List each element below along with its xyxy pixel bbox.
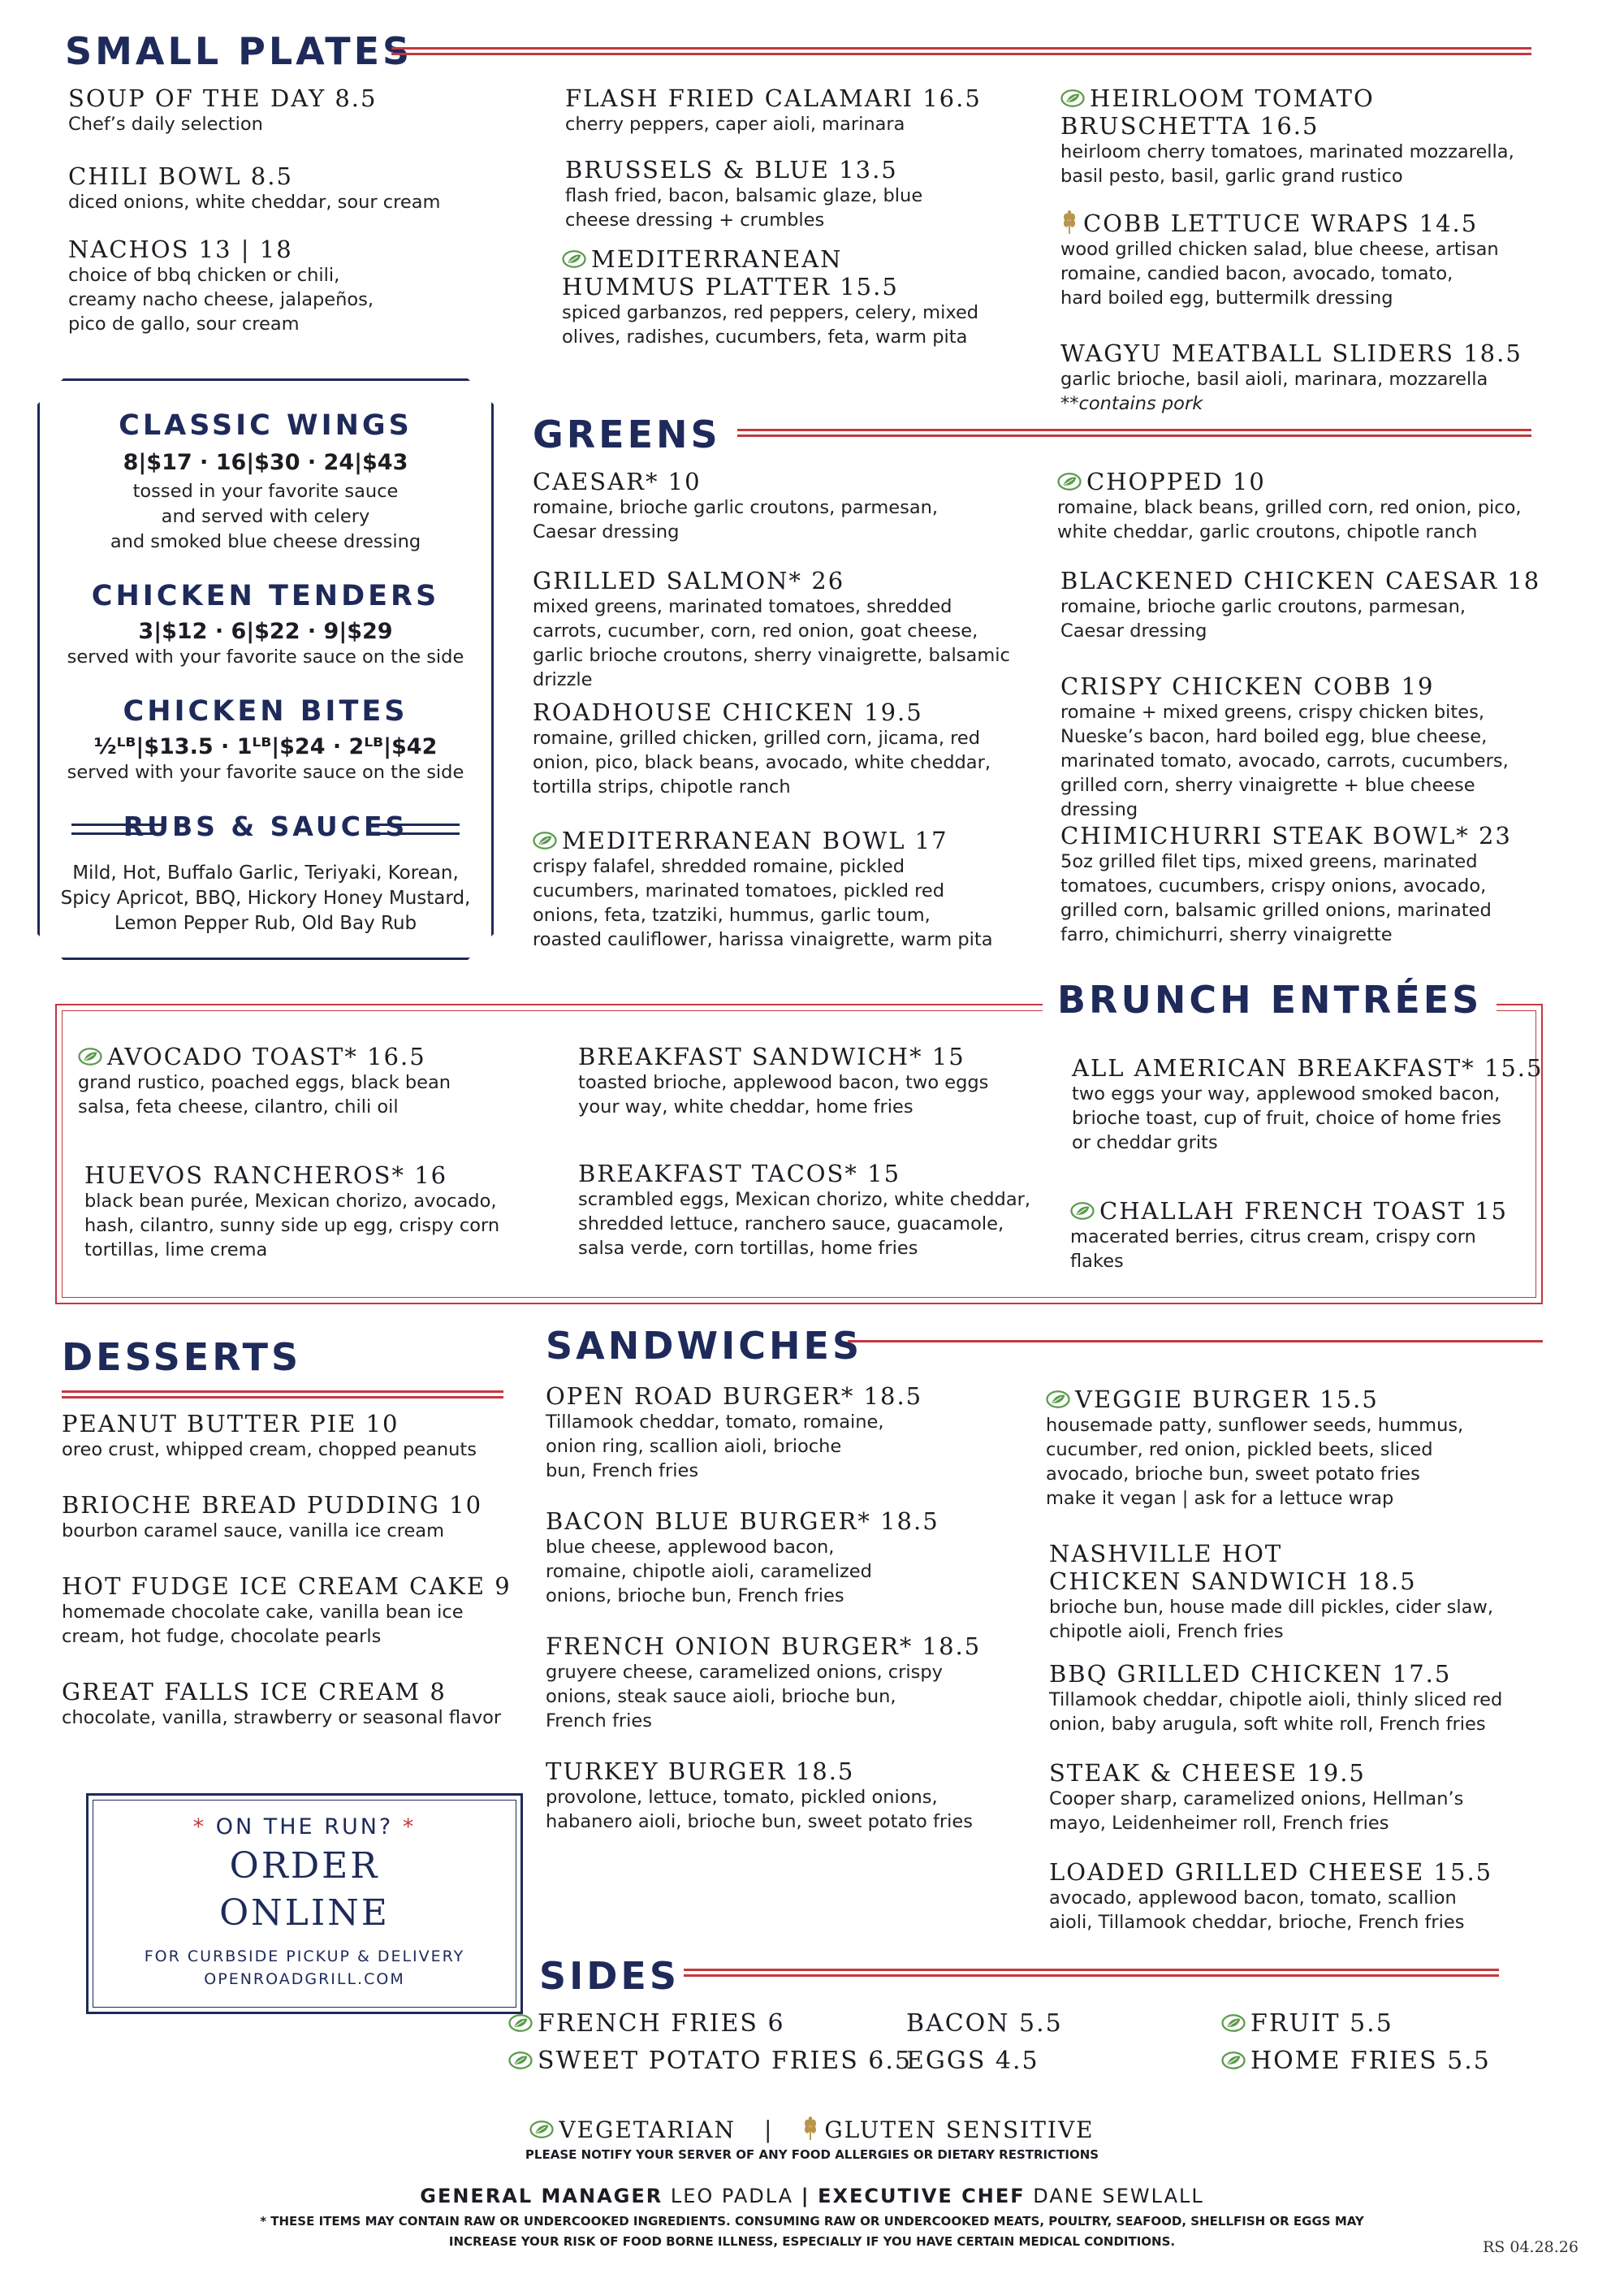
vegetarian-leaf-icon <box>533 831 557 850</box>
item-name: BLACKENED CHICKEN CAESAR 18 <box>1060 567 1541 594</box>
menu-item <box>1049 1540 1536 1644</box>
order-tagline: * ON THE RUN? * <box>192 1814 417 1840</box>
tenders-desc: served with your favorite sauce on the side <box>67 646 464 668</box>
legend-vegetarian: VEGETARIAN <box>559 2116 736 2143</box>
item-desc: gruyere cheese, caramelized onions, crispy onions, steak sauce aioli, brioche bun, French fries <box>546 1662 943 1731</box>
gluten-wheat-icon <box>801 2116 819 2141</box>
item-desc: spiced garbanzos, red peppers, celery, mixed olives, radishes, cucumbers, feta, warm pita <box>562 302 979 348</box>
item-desc: avocado, applewood bacon, tomato, scallion aioli, Tillamook cheddar, brioche, French fries <box>1049 1887 1465 1933</box>
menu-item <box>565 84 1020 136</box>
order-sub: FOR CURBSIDE PICKUP & DELIVERY <box>144 1948 465 1965</box>
section-divider <box>737 429 1531 437</box>
small-plates-title: SMALL PLATES <box>65 29 413 73</box>
item-desc: Tillamook cheddar, tomato, romaine, onion ring, scallion aioli, brioche bun, French fries <box>546 1412 884 1481</box>
sauces-desc-1: Mild, Hot, Buffalo Garlic, Teriyaki, Korean, <box>72 862 459 884</box>
item-name: GREAT FALLS ICE CREAM 8 <box>62 1678 447 1706</box>
menu-item <box>62 1491 516 1543</box>
menu-item <box>578 1160 1041 1260</box>
gm-name: LEO PADLA <box>670 2185 794 2207</box>
vegetarian-leaf-icon <box>1070 1201 1095 1221</box>
order-line-2: ONLINE <box>219 1892 390 1934</box>
item-name: CAESAR* 10 <box>533 468 702 495</box>
item-name: NACHOS 13 | 18 <box>68 236 293 263</box>
wings-title: CLASSIC WINGS <box>119 409 412 442</box>
menu-item <box>62 1678 516 1730</box>
item-name: BRIOCHE BREAD PUDDING 10 <box>62 1491 483 1519</box>
bites-price: ½ᴸᴮ|$13.5 · 1ᴸᴮ|$24 · 2ᴸᴮ|$42 <box>93 734 438 759</box>
item-name: HEIRLOOM TOMATO BRUSCHETTA 16.5 <box>1060 84 1375 140</box>
bites-desc: served with your favorite sauce on the side <box>67 762 464 783</box>
item-name: HUEVOS RANCHEROS* 16 <box>84 1161 448 1189</box>
allergy-notice: PLEASE NOTIFY YOUR SERVER OF ANY FOOD ALLERGIES OR DIETARY RESTRICTIONS <box>525 2147 1099 2162</box>
desserts-title: DESSERTS <box>62 1335 302 1379</box>
item-desc: crispy falafel, shredded romaine, pickled cucumbers, marinated tomatoes, pickled red onions, feta, tzatziki, hummus, garlic toum, roasted cauliflower, harissa vinaigrette, warm pita <box>533 856 993 950</box>
menu-item <box>578 1043 1033 1119</box>
menu-code: RS 04.28.26 <box>1483 2238 1579 2256</box>
menu-item <box>1060 822 1540 947</box>
greens-title: GREENS <box>533 413 721 456</box>
item-desc: diced onions, white cheddar, sour cream <box>68 192 441 213</box>
menu-item <box>1060 567 1540 643</box>
item-desc: black bean purée, Mexican chorizo, avocado, hash, cilantro, sunny side up egg, crispy corn tortillas, lime crema <box>84 1191 500 1260</box>
menu-item <box>562 245 1017 349</box>
menu-item <box>68 236 393 336</box>
item-desc: toasted brioche, applewood bacon, two eggs your way, white cheddar, home fries <box>578 1072 989 1118</box>
menu-item <box>1057 468 1536 544</box>
item-desc: romaine + mixed greens, crispy chicken bites, Nueske’s bacon, hard boiled egg, blue cheese, marinated tomato, avocado, carrots, cucumbers, grilled corn, sherry vinaigrette + blue cheese dressing <box>1060 702 1509 820</box>
item-name: MEDITERRANEAN HUMMUS PLATTER 15.5 <box>562 245 899 300</box>
menu-item <box>68 84 523 136</box>
item-desc: 5oz grilled filet tips, mixed greens, marinated tomatoes, cucumbers, crispy onions, avocado, grilled corn, balsamic grilled onions, marinated farro, chimichurri, sherry vinaigrette <box>1060 851 1492 945</box>
side-item: BACON 5.5 <box>906 2009 1063 2038</box>
item-name: CRISPY CHICKEN COBB 19 <box>1060 672 1435 700</box>
menu-item <box>1060 210 1523 310</box>
menu-item <box>565 156 939 232</box>
item-name: STEAK & CHEESE 19.5 <box>1049 1759 1366 1787</box>
item-desc: Cooper sharp, caramelized onions, Hellman’s mayo, Leidenheimer roll, French fries <box>1049 1788 1464 1834</box>
menu-item <box>533 567 1020 692</box>
item-name: HOT FUDGE ICE CREAM CAKE 9 <box>62 1572 512 1600</box>
menu-item <box>1060 672 1540 822</box>
item-name: BBQ GRILLED CHICKEN 17.5 <box>1049 1660 1452 1688</box>
sauces-divider-right <box>369 824 460 835</box>
wings-desc-1: tossed in your favorite sauce <box>132 481 399 502</box>
item-name: CHOPPED 10 <box>1057 468 1536 495</box>
item-desc: provolone, lettuce, tomato, pickled onions, habanero aioli, brioche bun, sweet potato fries <box>546 1787 973 1832</box>
side-item: FRUIT 5.5 <box>1221 2009 1393 2038</box>
menu-item <box>1060 84 1523 188</box>
item-desc: choice of bbq chicken or chili, creamy nacho cheese, jalapeños, pico de gallo, sour cream <box>68 265 374 335</box>
legend-gluten: GLUTEN SENSITIVE <box>824 2116 1095 2143</box>
section-divider <box>848 1340 1543 1345</box>
item-name: MEDITERRANEAN BOWL 17 <box>533 827 1020 854</box>
item-desc: romaine, brioche garlic croutons, parmesan, Caesar dressing <box>1060 596 1466 642</box>
item-name: TURKEY BURGER 18.5 <box>546 1757 855 1785</box>
vegetarian-leaf-icon <box>1221 2051 1246 2070</box>
item-name: CHILI BOWL 8.5 <box>68 162 293 190</box>
menu-item <box>1060 339 1531 416</box>
item-desc: chocolate, vanilla, strawberry or seasonal flavor <box>62 1707 502 1728</box>
item-name: ROADHOUSE CHICKEN 19.5 <box>533 698 923 726</box>
item-desc: romaine, brioche garlic croutons, parmesan, Caesar dressing <box>533 497 939 543</box>
tenders-price: 3|$12 · 6|$22 · 9|$29 <box>138 619 393 644</box>
item-name: GRILLED SALMON* 26 <box>533 567 845 594</box>
section-divider <box>684 1969 1499 1977</box>
item-desc: oreo crust, whipped cream, chopped peanuts <box>62 1439 477 1460</box>
item-desc: two eggs your way, applewood smoked bacon, brioche toast, cup of fruit, choice of home fries or cheddar grits <box>1072 1083 1501 1153</box>
chef-label: EXECUTIVE CHEF <box>818 2185 1026 2207</box>
menu-item <box>533 827 1020 952</box>
menu-item <box>1070 1197 1525 1273</box>
legend-separator: | <box>763 2116 774 2143</box>
menu-item <box>1049 1858 1536 1935</box>
sides-title: SIDES <box>539 1954 680 1998</box>
item-desc: brioche bun, house made dill pickles, cider slaw, chipotle aioli, French fries <box>1049 1597 1493 1642</box>
side-item: EGGS 4.5 <box>906 2047 1039 2075</box>
menu-item <box>533 468 1020 544</box>
wings-desc-3: and smoked blue cheese dressing <box>110 531 421 552</box>
item-note: **contains pork <box>1060 393 1203 414</box>
item-desc: flash fried, bacon, balsamic glaze, blue cheese dressing + crumbles <box>565 185 923 231</box>
menu-item <box>78 1043 533 1119</box>
disclaimer-line-1: * THESE ITEMS MAY CONTAIN RAW OR UNDERCOOKED INGREDIENTS. CONSUMING RAW OR UNDERCOOKED MEATS, POULTRY, SEAFOOD, SHELLFISH OR EGGS MAY <box>260 2214 1364 2229</box>
gluten-wheat-icon <box>1060 210 1078 235</box>
item-desc: Tillamook cheddar, chipotle aioli, thinly sliced red onion, baby arugula, soft white roll, French fries <box>1049 1689 1503 1735</box>
diet-legend <box>0 2116 1624 2143</box>
item-name: BACON BLUE BURGER* 18.5 <box>546 1507 939 1535</box>
menu-item <box>546 1632 1000 1733</box>
menu-item <box>62 1410 516 1462</box>
item-desc: homemade chocolate cake, vanilla bean ice cream, hot fudge, chocolate pearls <box>62 1602 464 1647</box>
menu-item <box>68 162 523 214</box>
brunch-title: BRUNCH ENTRÉES <box>1043 981 1497 1018</box>
side-item: HOME FRIES 5.5 <box>1221 2047 1491 2075</box>
vegetarian-leaf-icon <box>1057 472 1082 491</box>
menu-item <box>1049 1759 1536 1835</box>
vegetarian-leaf-icon <box>562 249 586 269</box>
item-extra: make it vegan | ask for a lettuce wrap <box>1046 1488 1394 1509</box>
item-desc: heirloom cherry tomatoes, marinated mozzarella, basil pesto, basil, garlic grand rustico <box>1060 141 1514 187</box>
order-url-link[interactable]: OPENROADGRILL.COM <box>204 1970 405 1988</box>
credit-separator: | <box>801 2185 810 2207</box>
item-desc: romaine, grilled chicken, grilled corn, jicama, red onion, pico, black beans, avocado, white cheddar, tortilla strips, chipotle ranch <box>533 728 991 798</box>
item-name: BREAKFAST SANDWICH* 15 <box>578 1043 965 1070</box>
order-line-1: ORDER <box>229 1845 380 1887</box>
item-name: PEANUT BUTTER PIE 10 <box>62 1410 400 1437</box>
staff-credits <box>0 2185 1624 2207</box>
vegetarian-leaf-icon <box>508 2013 533 2033</box>
section-divider <box>62 1390 503 1399</box>
menu-item <box>1049 1660 1536 1736</box>
sauces-desc-2: Spicy Apricot, BBQ, Hickory Honey Mustard, <box>60 888 471 909</box>
menu-item <box>1046 1386 1533 1511</box>
side-item: SWEET POTATO FRIES 6.5 <box>508 2047 912 2075</box>
item-desc: bourbon caramel sauce, vanilla ice cream <box>62 1520 445 1541</box>
wings-panel-content <box>37 378 494 960</box>
item-desc: cherry peppers, caper aioli, marinara <box>565 114 905 135</box>
chef-name: DANE SEWLALL <box>1033 2185 1204 2207</box>
item-name: FRENCH ONION BURGER* 18.5 <box>546 1632 982 1660</box>
bites-title: CHICKEN BITES <box>123 695 408 728</box>
menu-item <box>546 1507 1000 1608</box>
item-desc: mixed greens, marinated tomatoes, shredded carrots, cucumber, corn, red onion, goat cheese, garlic brioche croutons, sherry vinaigrette, balsamic drizzle <box>533 596 1010 690</box>
menu-item <box>1072 1054 1544 1155</box>
item-desc: garlic brioche, basil aioli, marinara, mozzarella <box>1060 369 1488 390</box>
menu-item <box>62 1572 516 1649</box>
item-name: SOUP OF THE DAY 8.5 <box>68 84 378 112</box>
item-name: AVOCADO TOAST* 16.5 <box>78 1043 533 1070</box>
side-item: FRENCH FRIES 6 <box>508 2009 785 2038</box>
item-desc: scrambled eggs, Mexican chorizo, white cheddar, shredded lettuce, ranchero sauce, guacamole, salsa verde, corn tortillas, home fries <box>578 1189 1031 1259</box>
wings-price: 8|$17 · 16|$30 · 24|$43 <box>123 450 408 475</box>
item-name: ALL AMERICAN BREAKFAST* 15.5 <box>1072 1054 1544 1082</box>
item-name: NASHVILLE HOT CHICKEN SANDWICH 18.5 <box>1049 1540 1417 1595</box>
section-divider <box>391 47 1531 55</box>
vegetarian-leaf-icon <box>529 2120 554 2139</box>
sauces-desc-3: Lemon Pepper Rub, Old Bay Rub <box>114 913 417 934</box>
sauces-title: RUBS & SAUCES <box>123 811 408 842</box>
item-name: VEGGIE BURGER 15.5 <box>1046 1386 1533 1413</box>
item-name: LOADED GRILLED CHEESE 15.5 <box>1049 1858 1493 1886</box>
vegetarian-leaf-icon <box>1221 2013 1246 2033</box>
vegetarian-leaf-icon <box>1060 89 1085 108</box>
menu-item <box>533 698 1020 799</box>
gm-label: GENERAL MANAGER <box>420 2185 663 2207</box>
vegetarian-leaf-icon <box>1046 1390 1070 1409</box>
item-name: CHALLAH FRENCH TOAST 15 <box>1070 1197 1525 1225</box>
item-name: COBB LETTUCE WRAPS 14.5 <box>1060 210 1523 237</box>
item-name: WAGYU MEATBALL SLIDERS 18.5 <box>1060 339 1522 367</box>
item-desc: Chef’s daily selection <box>68 114 263 135</box>
wings-desc-2: and served with celery <box>161 506 370 527</box>
item-name: CHIMICHURRI STEAK BOWL* 23 <box>1060 822 1512 850</box>
item-desc: housemade patty, sunflower seeds, hummus, cucumber, red onion, pickled beets, sliced avocado, brioche bun, sweet potato fries <box>1046 1415 1464 1485</box>
sandwiches-title: SANDWICHES <box>546 1324 863 1368</box>
menu-item <box>546 1757 1000 1834</box>
item-name: BRUSSELS & BLUE 13.5 <box>565 156 898 184</box>
item-name: OPEN ROAD BURGER* 18.5 <box>546 1382 923 1410</box>
menu-item <box>84 1161 539 1262</box>
vegetarian-leaf-icon <box>508 2051 533 2070</box>
item-desc: macerated berries, citrus cream, crispy corn flakes <box>1070 1226 1476 1272</box>
item-desc: wood grilled chicken salad, blue cheese, artisan romaine, candied bacon, avocado, tomato, hard boiled egg, buttermilk dressing <box>1060 239 1499 309</box>
tenders-title: CHICKEN TENDERS <box>91 580 440 612</box>
item-name: FLASH FRIED CALAMARI 16.5 <box>565 84 982 112</box>
item-desc: romaine, black beans, grilled corn, red onion, pico, white cheddar, garlic croutons, chipotle ranch <box>1057 497 1522 543</box>
disclaimer-line-2: INCREASE YOUR RISK OF FOOD BORNE ILLNESS, ESPECIALLY IF YOU HAVE CERTAIN MEDICAL CONDITIONS. <box>448 2234 1176 2249</box>
vegetarian-leaf-icon <box>78 1047 102 1066</box>
menu-item <box>546 1382 1000 1483</box>
item-desc: grand rustico, poached eggs, black bean salsa, feta cheese, cilantro, chili oil <box>78 1072 451 1118</box>
item-desc: blue cheese, applewood bacon, romaine, chipotle aioli, caramelized onions, brioche bun, French fries <box>546 1537 872 1606</box>
item-name: BREAKFAST TACOS* 15 <box>578 1160 901 1187</box>
